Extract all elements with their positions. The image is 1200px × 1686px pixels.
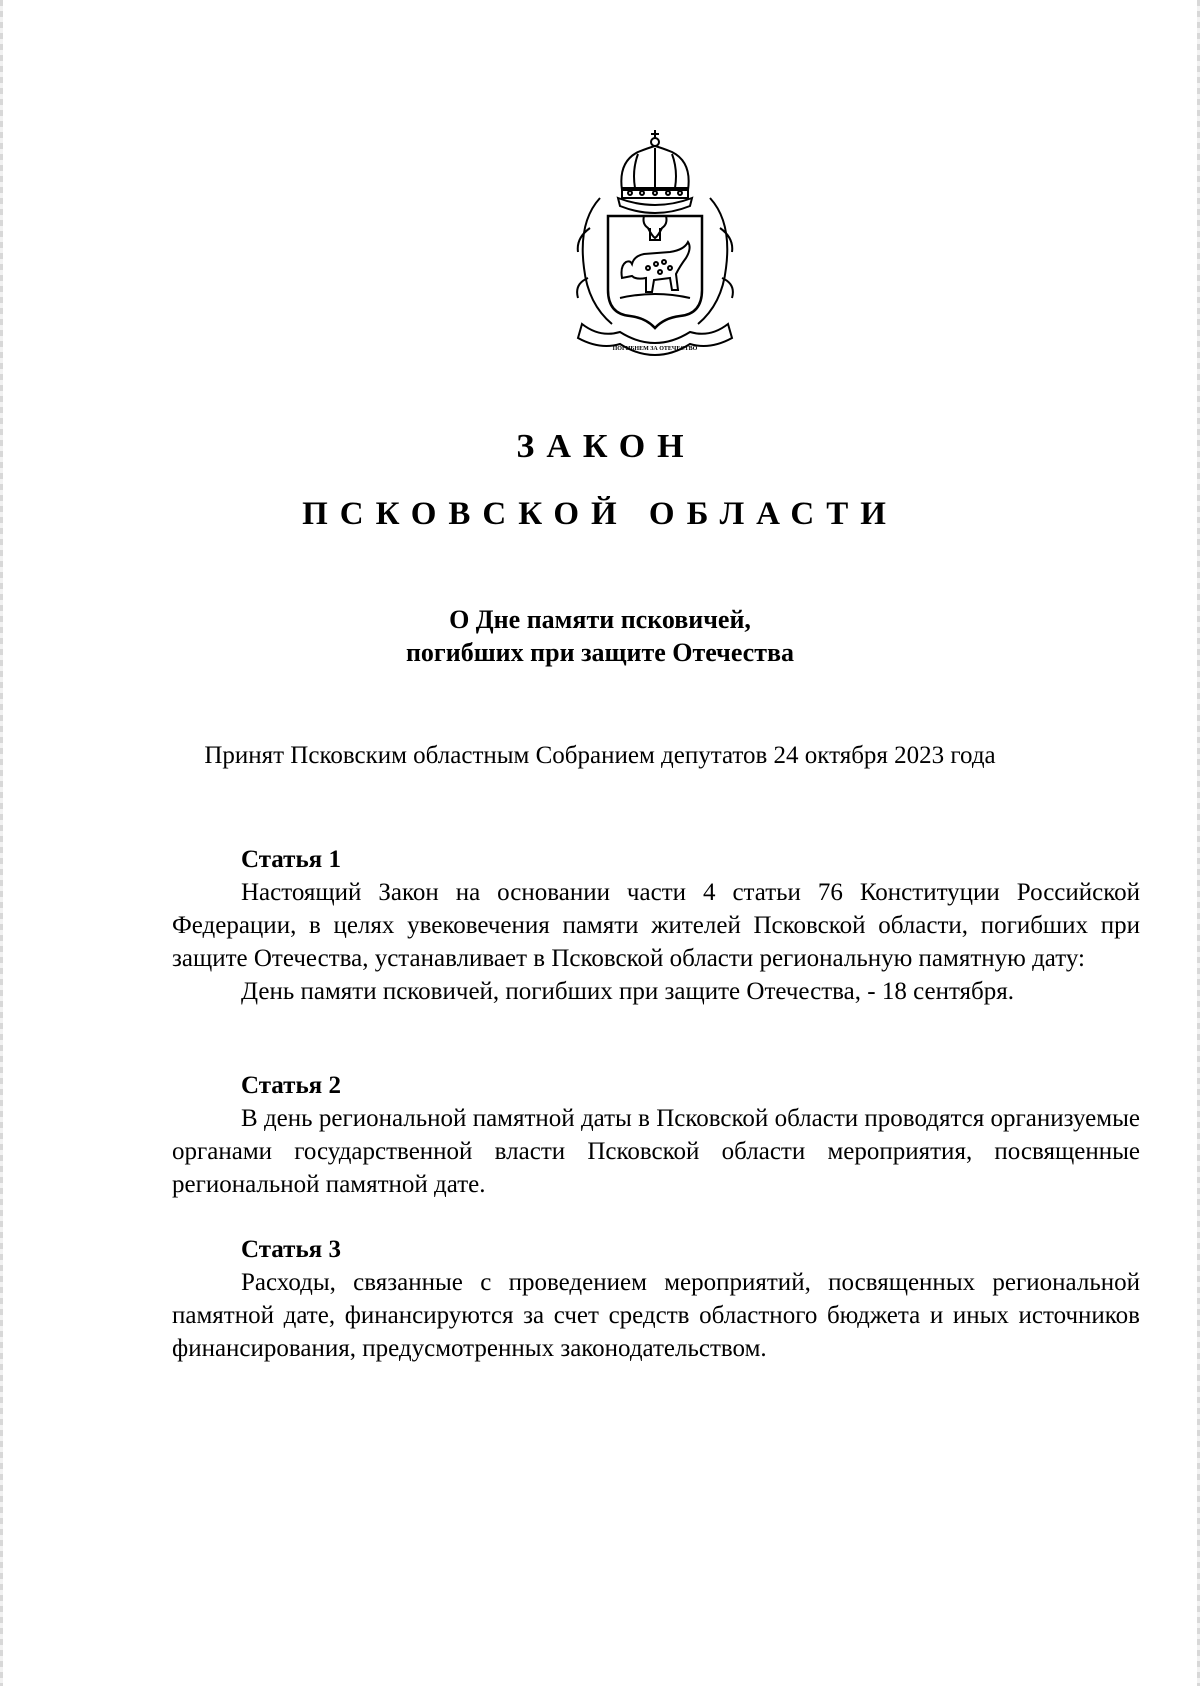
article-paragraph: Настоящий Закон на основании части 4 статьи 76 Конституции Российской Федерации, в целях увековечения памяти жителей Псковской области, погибших при защите Отечества, устанавливает в Псковской области региональную памятную дату: xyxy=(172,879,1140,972)
article-3 xyxy=(172,1233,1140,1365)
document-title-region: ПСКОВСКОЙ ОБЛАСТИ xyxy=(302,496,898,532)
article-paragraph: Расходы, связанные с проведением мероприятий, посвященных региональной памятной дате, финансируются за счет средств областного бюджета и иных источников финансирования, предусмотренных законодательством. xyxy=(172,1269,1140,1362)
scan-edge-left xyxy=(0,0,3,1686)
article-2 xyxy=(172,1069,1140,1201)
article-paragraph: В день региональной памятной даты в Псковской области проводятся организуемые органами государственной власти Псковской области мероприятия, посвященные региональной памятной дате. xyxy=(172,1105,1140,1198)
subtitle-line-2: погибших при защите Отечества xyxy=(405,638,795,667)
law-subtitle xyxy=(0,603,1200,669)
article-1 xyxy=(172,843,1140,1008)
article-heading: Статья 2 xyxy=(241,1072,341,1099)
article-heading: Статья 3 xyxy=(241,1236,341,1263)
emblem-ribbon-motto: ПОГИБНЕМ ЗА ОТЕЧЕСТВО xyxy=(612,346,698,352)
coat-of-arms-emblem xyxy=(560,128,750,368)
subtitle-line-1: О Дне памяти псковичей, xyxy=(449,605,751,634)
article-paragraph: День памяти псковичей, погибших при защите Отечества, - 18 сентября. xyxy=(241,978,1015,1005)
adoption-line: Принят Псковским областным Собранием депутатов 24 октября 2023 года xyxy=(204,742,996,769)
article-heading: Статья 1 xyxy=(241,846,341,873)
document-title: ЗАКОН xyxy=(516,428,696,465)
